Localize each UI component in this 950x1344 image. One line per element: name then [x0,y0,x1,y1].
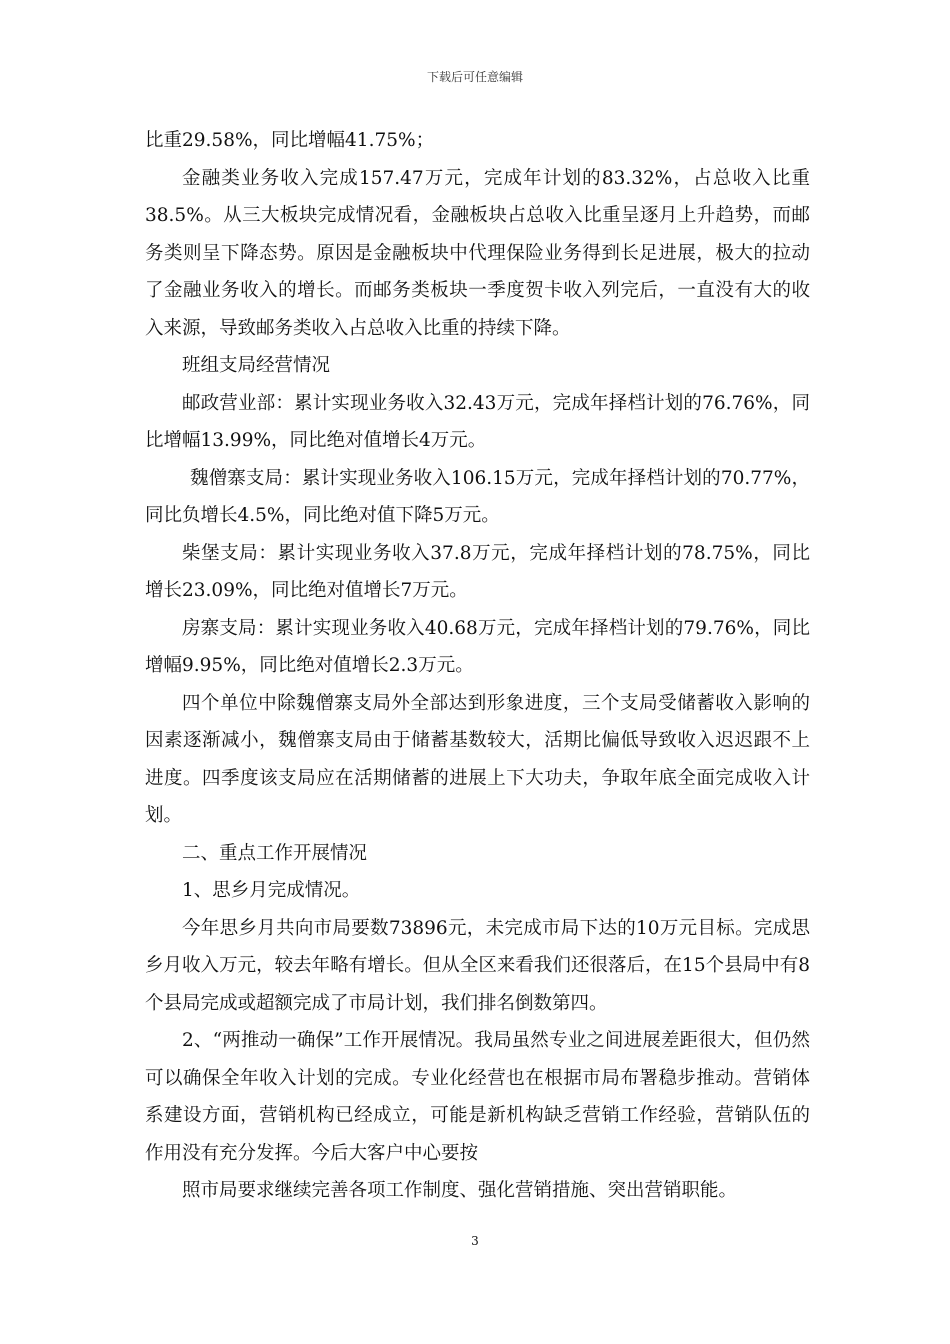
section-heading-key-work: 二、重点工作开展情况 [182,842,368,864]
paragraph-two-promotions: 2、“两推动一确保”工作开展情况。我局虽然专业之间进展差距很大，但仍然可以确保全年收入计划的完成。专业化经营也在根据市局布署稳步推动。营销体系建设方面，营销机构已经成立，可能是新机构缺乏营销工作经验，营销队伍的作用没有充分发挥。今后大客户中心要按 [145,1030,810,1164]
paragraph-continuation: 比重29.58%，同比增幅41.75%； [145,130,435,151]
paragraph-weisengzhai-branch: 魏僧寨支局：累计实现业务收入106.15万元，完成年择档计划的70.77%，同比负增长4.5%，同比绝对值下降5万元。 [145,467,810,526]
paragraph-homesick-month: 今年思乡月共向市局要数73896元，未完成市局下达的10万元目标。完成思乡月收入万元，较去年略有增长。但从全区来看我们还很落后，在15个县局中有8个县局完成或超额完成了市局计划，我们排名倒数第四。 [145,917,810,1014]
paragraph-marketing-functions: 照市局要求继续完善各项工作制度、强化营销措施、突出营销职能。 [182,1180,738,1201]
paragraph-fangzhai-branch: 房寨支局：累计实现业务收入40.68万元，完成年择档计划的79.76%，同比增幅9.95%，同比绝对值增长2.3万元。 [145,617,810,676]
subheading-homesick-month: 1、思乡月完成情况。 [182,880,361,901]
page-header: 下载后可任意编辑 [426,70,523,84]
paragraph-four-units-summary: 四个单位中除魏僧寨支局外全部达到形象进度，三个支局受储蓄收入影响的因素逐渐减小，魏僧寨支局由于储蓄基数较大，活期比偏低导致收入迟迟跟不上进度。四季度该支局应在活期储蓄的进展上下大功夫，争取年底全面完成收入计划。 [145,692,810,826]
paragraph-branch-heading: 班组支局经营情况 [182,355,331,376]
page-number: 3 [471,1234,479,1248]
paragraph-postal-office: 邮政营业部：累计实现业务收入32.43万元，完成年择档计划的76.76%，同比增幅13.99%，同比绝对值增长4万元。 [145,392,810,451]
document-body [145,122,810,1210]
paragraph-financial-income: 金融类业务收入完成157.47万元，完成年计划的83.32%，占总收入比重38.5%。从三大板块完成情况看，金融板块占总收入比重呈逐月上升趋势，而邮务类则呈下降态势。原因是金融板块中代理保险业务得到长足进展，极大的拉动了金融业务收入的增长。而邮务类板块一季度贺卡收入列完后，一直没有大的收入来源，导致邮务类收入占总收入比重的持续下降。 [145,167,810,339]
paragraph-chaibao-branch: 柴堡支局：累计实现业务收入37.8万元，完成年择档计划的78.75%，同比增长23.09%，同比绝对值增长7万元。 [145,542,810,601]
